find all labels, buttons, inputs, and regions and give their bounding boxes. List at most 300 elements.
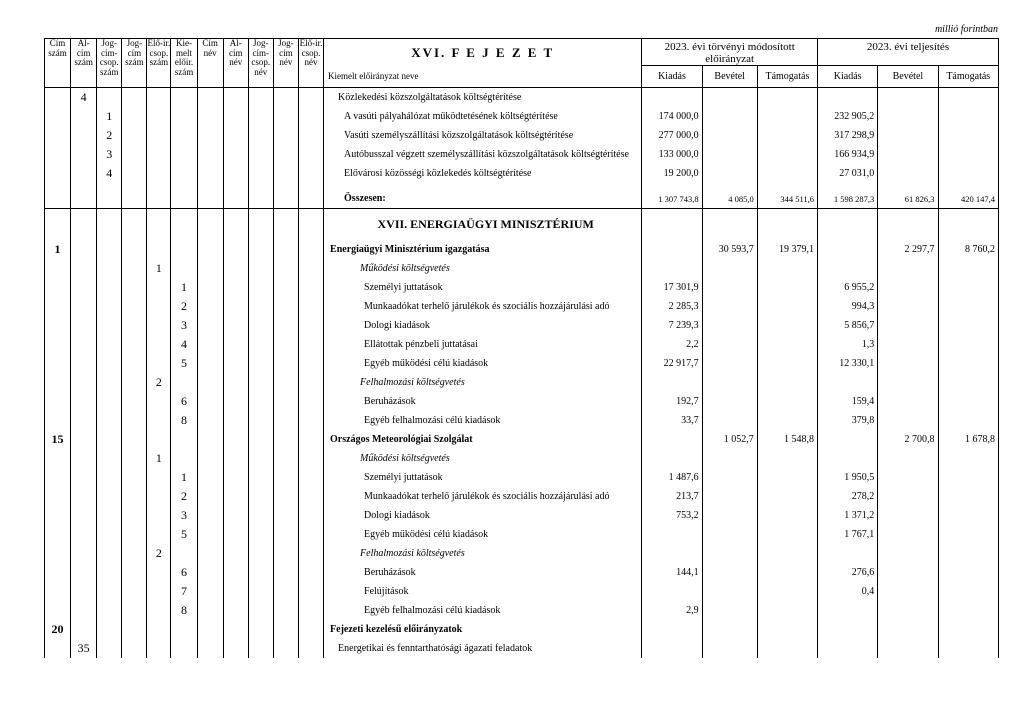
value-cell — [938, 297, 998, 316]
value-cell — [878, 107, 938, 126]
empty-cell — [122, 411, 147, 430]
value-cell: 1 950,5 — [818, 468, 878, 487]
value-cell — [878, 354, 938, 373]
empty-cell — [71, 145, 97, 164]
empty-cell — [45, 449, 71, 468]
empty-cell — [171, 639, 197, 658]
value-cell — [818, 601, 878, 620]
code-cell: 5 — [171, 525, 197, 544]
empty-cell — [122, 335, 147, 354]
empty-cell — [147, 215, 171, 234]
empty-cell — [45, 468, 71, 487]
empty-cell — [248, 164, 273, 183]
empty-cell — [122, 259, 147, 278]
row-name: Munkaadókat terhelő járulékok és szociális hozzájárulási adó — [324, 487, 642, 506]
cim-row — [45, 240, 999, 259]
value-cell: 1 767,1 — [818, 525, 878, 544]
value-cell — [757, 145, 817, 164]
row-name: Működési költségvetés — [324, 259, 642, 278]
value-cell: 192,7 — [642, 392, 702, 411]
value-cell — [702, 215, 757, 234]
empty-cell — [223, 506, 248, 525]
value-cell — [938, 145, 998, 164]
empty-cell — [45, 354, 71, 373]
value-cell — [938, 373, 998, 392]
empty-cell — [197, 620, 223, 639]
value-cell — [757, 278, 817, 297]
empty-cell — [248, 126, 273, 145]
empty-cell — [298, 411, 323, 430]
empty-cell — [97, 189, 122, 209]
code-cell: 3 — [97, 145, 122, 164]
value-cell: 2 700,8 — [878, 430, 938, 449]
empty-cell — [71, 189, 97, 209]
item-row — [45, 563, 999, 582]
empty-cell — [197, 563, 223, 582]
row-name: Közlekedési közszolgáltatások költségtérítése — [324, 88, 642, 108]
empty-cell — [45, 145, 71, 164]
hdr-tamogatas-2: Támogatás — [938, 66, 998, 88]
empty-cell — [122, 354, 147, 373]
empty-cell — [298, 145, 323, 164]
empty-cell — [273, 601, 298, 620]
value-cell: 7 239,3 — [642, 316, 702, 335]
value-cell — [938, 525, 998, 544]
row-name: Dologi kiadások — [324, 316, 642, 335]
empty-cell — [248, 487, 273, 506]
empty-cell — [97, 411, 122, 430]
empty-cell — [223, 107, 248, 126]
unit-note: millió forintban — [934, 24, 998, 35]
empty-cell — [223, 392, 248, 411]
empty-cell — [298, 107, 323, 126]
empty-cell — [122, 316, 147, 335]
total-row — [45, 189, 999, 209]
empty-cell — [71, 563, 97, 582]
empty-cell — [197, 215, 223, 234]
value-cell: 1 371,2 — [818, 506, 878, 525]
value-cell — [757, 107, 817, 126]
empty-cell — [248, 525, 273, 544]
empty-cell — [71, 215, 97, 234]
row-name: A vasúti pályahálózat működtetésének költségtérítése — [324, 107, 642, 126]
empty-cell — [71, 468, 97, 487]
empty-cell — [273, 164, 298, 183]
empty-cell — [273, 88, 298, 108]
value-cell: 6 955,2 — [818, 278, 878, 297]
empty-cell — [298, 335, 323, 354]
row-name: Dologi kiadások — [324, 506, 642, 525]
empty-cell — [223, 544, 248, 563]
value-cell — [757, 335, 817, 354]
empty-cell — [171, 107, 197, 126]
value-cell — [938, 506, 998, 525]
empty-cell — [197, 544, 223, 563]
value-cell — [702, 525, 757, 544]
empty-cell — [273, 240, 298, 259]
value-cell — [702, 354, 757, 373]
value-cell — [642, 373, 702, 392]
empty-cell — [97, 620, 122, 639]
empty-cell — [273, 373, 298, 392]
value-cell — [938, 487, 998, 506]
hdr-kiadas-1: Kiadás — [642, 66, 702, 88]
empty-cell — [248, 563, 273, 582]
hdr-eloircsop-szam: Elő-ir. csop. szám — [147, 39, 171, 88]
empty-cell — [97, 354, 122, 373]
empty-cell — [197, 240, 223, 259]
empty-cell — [248, 189, 273, 209]
value-cell — [938, 639, 998, 658]
row-name: Országos Meteorológiai Szolgálat — [324, 430, 642, 449]
value-cell — [702, 411, 757, 430]
value-cell: 2,2 — [642, 335, 702, 354]
empty-cell — [122, 601, 147, 620]
empty-cell — [197, 335, 223, 354]
empty-cell — [71, 354, 97, 373]
value-cell: 1 487,6 — [642, 468, 702, 487]
value-cell — [642, 430, 702, 449]
value-cell — [757, 620, 817, 639]
value-cell — [702, 164, 757, 183]
row-name: Összesen: — [324, 189, 642, 209]
value-cell — [642, 544, 702, 563]
row-name: Vasúti személyszállítási közszolgáltatások költségtérítése — [324, 126, 642, 145]
empty-cell — [97, 373, 122, 392]
empty-cell — [197, 639, 223, 658]
empty-cell — [248, 354, 273, 373]
budget-table — [44, 38, 999, 658]
empty-cell — [147, 392, 171, 411]
empty-cell — [122, 544, 147, 563]
empty-cell — [197, 278, 223, 297]
value-cell — [757, 316, 817, 335]
alcim-row — [45, 88, 999, 108]
alcim-row — [45, 639, 999, 658]
empty-cell — [45, 215, 71, 234]
row-name: Személyi juttatások — [324, 278, 642, 297]
code-cell: 4 — [97, 164, 122, 183]
table-row — [45, 164, 999, 183]
empty-cell — [197, 411, 223, 430]
value-cell — [938, 215, 998, 234]
empty-cell — [45, 126, 71, 145]
empty-cell — [97, 335, 122, 354]
empty-cell — [298, 639, 323, 658]
code-cell: 1 — [97, 107, 122, 126]
code-cell: 3 — [171, 316, 197, 335]
value-cell: 232 905,2 — [818, 107, 878, 126]
value-cell — [878, 525, 938, 544]
empty-cell — [223, 145, 248, 164]
hdr-alcim-szam: Al-cím szám — [71, 39, 97, 88]
empty-cell — [248, 639, 273, 658]
empty-cell — [248, 506, 273, 525]
value-cell — [878, 468, 938, 487]
empty-cell — [45, 487, 71, 506]
value-cell — [818, 88, 878, 108]
empty-cell — [122, 88, 147, 108]
empty-cell — [273, 189, 298, 209]
empty-cell — [298, 88, 323, 108]
empty-cell — [147, 506, 171, 525]
empty-cell — [45, 259, 71, 278]
empty-cell — [273, 354, 298, 373]
empty-cell — [273, 430, 298, 449]
row-name: Egyéb működési célú kiadások — [324, 525, 642, 544]
row-name: Ellátottak pénzbeli juttatásai — [324, 335, 642, 354]
empty-cell — [223, 164, 248, 183]
value-cell: 30 593,7 — [702, 240, 757, 259]
empty-cell — [97, 316, 122, 335]
empty-cell — [97, 487, 122, 506]
empty-cell — [97, 259, 122, 278]
empty-cell — [147, 620, 171, 639]
empty-cell — [248, 316, 273, 335]
value-cell — [938, 449, 998, 468]
empty-cell — [171, 620, 197, 639]
empty-cell — [45, 189, 71, 209]
empty-cell — [298, 126, 323, 145]
empty-cell — [298, 506, 323, 525]
value-cell — [878, 145, 938, 164]
value-cell — [757, 164, 817, 183]
empty-cell — [147, 88, 171, 108]
empty-cell — [223, 449, 248, 468]
row-name: Autóbusszal végzett személyszállítási közszolgáltatások költségtérítése — [324, 145, 642, 164]
value-cell — [702, 506, 757, 525]
empty-cell — [147, 582, 171, 601]
item-row — [45, 316, 999, 335]
empty-cell — [45, 525, 71, 544]
empty-cell — [298, 189, 323, 209]
empty-cell — [248, 88, 273, 108]
value-cell — [702, 297, 757, 316]
empty-cell — [45, 639, 71, 658]
value-cell — [878, 297, 938, 316]
cim-row — [45, 620, 999, 639]
empty-cell — [147, 525, 171, 544]
code-cell: 20 — [45, 620, 71, 639]
value-cell: 1 052,7 — [702, 430, 757, 449]
empty-cell — [197, 316, 223, 335]
value-cell — [702, 278, 757, 297]
code-cell: 2 — [171, 487, 197, 506]
empty-cell — [298, 430, 323, 449]
value-cell — [642, 620, 702, 639]
empty-cell — [223, 525, 248, 544]
hdr-cim-szam: Cím szám — [45, 39, 71, 88]
empty-cell — [71, 525, 97, 544]
code-cell: 6 — [171, 392, 197, 411]
empty-cell — [223, 189, 248, 209]
empty-cell — [248, 601, 273, 620]
empty-cell — [122, 430, 147, 449]
empty-cell — [71, 430, 97, 449]
value-cell — [702, 449, 757, 468]
empty-cell — [122, 240, 147, 259]
empty-cell — [273, 297, 298, 316]
hdr-kiemelt-szam: Kie-melt előir. szám — [171, 39, 197, 88]
value-cell — [878, 639, 938, 658]
item-row — [45, 525, 999, 544]
hdr-jogcim-nev: Jog-cím név — [273, 39, 298, 88]
empty-cell — [122, 189, 147, 209]
value-cell — [757, 487, 817, 506]
value-cell: 2 297,7 — [878, 240, 938, 259]
value-cell — [757, 601, 817, 620]
empty-cell — [147, 126, 171, 145]
row-name: Elővárosi közösségi közlekedés költségtérítése — [324, 164, 642, 183]
empty-cell — [97, 392, 122, 411]
empty-cell — [223, 316, 248, 335]
empty-cell — [147, 335, 171, 354]
empty-cell — [147, 487, 171, 506]
table-row — [45, 126, 999, 145]
value-cell — [938, 259, 998, 278]
empty-cell — [45, 563, 71, 582]
code-cell: 1 — [171, 468, 197, 487]
code-cell: 35 — [71, 639, 97, 658]
empty-cell — [223, 354, 248, 373]
empty-cell — [197, 392, 223, 411]
hdr-jogcimcsop-nev: Jog-cím-csop. név — [248, 39, 273, 88]
value-cell — [818, 240, 878, 259]
empty-cell — [298, 297, 323, 316]
empty-cell — [97, 430, 122, 449]
empty-cell — [122, 563, 147, 582]
row-name: Beruházások — [324, 563, 642, 582]
empty-cell — [147, 145, 171, 164]
value-cell — [938, 563, 998, 582]
value-cell: 420 147,4 — [938, 189, 998, 209]
row-name: Felhalmozási költségvetés — [324, 544, 642, 563]
empty-cell — [298, 582, 323, 601]
empty-cell — [45, 297, 71, 316]
empty-cell — [147, 278, 171, 297]
empty-cell — [248, 240, 273, 259]
empty-cell — [97, 240, 122, 259]
value-cell — [642, 88, 702, 108]
value-cell: 159,4 — [818, 392, 878, 411]
code-cell: 2 — [147, 544, 171, 563]
empty-cell — [197, 107, 223, 126]
empty-cell — [298, 215, 323, 234]
value-cell — [938, 582, 998, 601]
code-cell: 15 — [45, 430, 71, 449]
value-cell — [702, 582, 757, 601]
empty-cell — [248, 544, 273, 563]
empty-cell — [147, 601, 171, 620]
value-cell — [702, 316, 757, 335]
empty-cell — [223, 240, 248, 259]
row-name: Energetikai és fenntarthatósági ágazati feladatok — [324, 639, 642, 658]
empty-cell — [122, 449, 147, 468]
item-row — [45, 354, 999, 373]
row-name: Egyéb felhalmozási célú kiadások — [324, 411, 642, 430]
value-cell — [818, 449, 878, 468]
empty-cell — [171, 373, 197, 392]
empty-cell — [298, 449, 323, 468]
value-cell — [878, 164, 938, 183]
value-cell: 166 934,9 — [818, 145, 878, 164]
empty-cell — [97, 449, 122, 468]
empty-cell — [147, 430, 171, 449]
empty-cell — [197, 297, 223, 316]
value-cell — [878, 373, 938, 392]
group-row — [45, 259, 999, 278]
empty-cell — [248, 373, 273, 392]
value-cell: 2 285,3 — [642, 297, 702, 316]
empty-cell — [147, 563, 171, 582]
empty-cell — [273, 620, 298, 639]
value-cell — [757, 582, 817, 601]
row-name: Fejezeti kezelésű előirányzatok — [324, 620, 642, 639]
empty-cell — [273, 278, 298, 297]
empty-cell — [122, 468, 147, 487]
value-cell: 1 598 287,3 — [818, 189, 878, 209]
row-name: Egyéb működési célú kiadások — [324, 354, 642, 373]
empty-cell — [273, 145, 298, 164]
value-cell — [818, 430, 878, 449]
hdr-kiadas-2: Kiadás — [818, 66, 878, 88]
empty-cell — [122, 297, 147, 316]
hdr-cim-nev: Cím név — [197, 39, 223, 88]
value-cell — [938, 392, 998, 411]
value-cell — [642, 259, 702, 278]
empty-cell — [197, 189, 223, 209]
empty-cell — [45, 506, 71, 525]
empty-cell — [223, 411, 248, 430]
value-cell: 379,8 — [818, 411, 878, 430]
empty-cell — [122, 126, 147, 145]
value-cell — [702, 392, 757, 411]
value-cell — [757, 392, 817, 411]
value-cell — [938, 411, 998, 430]
value-cell — [878, 215, 938, 234]
value-cell — [938, 316, 998, 335]
empty-cell — [298, 278, 323, 297]
value-cell: 277 000,0 — [642, 126, 702, 145]
empty-cell — [273, 544, 298, 563]
empty-cell — [97, 215, 122, 234]
item-row — [45, 582, 999, 601]
empty-cell — [71, 411, 97, 430]
value-cell: 33,7 — [642, 411, 702, 430]
code-cell: 1 — [147, 259, 171, 278]
empty-cell — [97, 506, 122, 525]
ministry-title-row — [45, 215, 999, 234]
value-cell — [938, 354, 998, 373]
empty-cell — [223, 297, 248, 316]
empty-cell — [71, 449, 97, 468]
empty-cell — [223, 620, 248, 639]
value-cell — [878, 88, 938, 108]
empty-cell — [71, 582, 97, 601]
hdr-kiemelt-nev: Kiemelt előirányzat neve — [324, 66, 642, 88]
row-name: XVII. ENERGIAÜGYI MINISZTÉRIUM — [324, 215, 642, 234]
value-cell — [878, 449, 938, 468]
value-cell — [702, 639, 757, 658]
empty-cell — [97, 278, 122, 297]
value-cell: 19 379,1 — [757, 240, 817, 259]
empty-cell — [71, 259, 97, 278]
row-name: Felhalmozási költségvetés — [324, 373, 642, 392]
empty-cell — [71, 544, 97, 563]
empty-cell — [45, 107, 71, 126]
empty-cell — [273, 215, 298, 234]
empty-cell — [71, 620, 97, 639]
